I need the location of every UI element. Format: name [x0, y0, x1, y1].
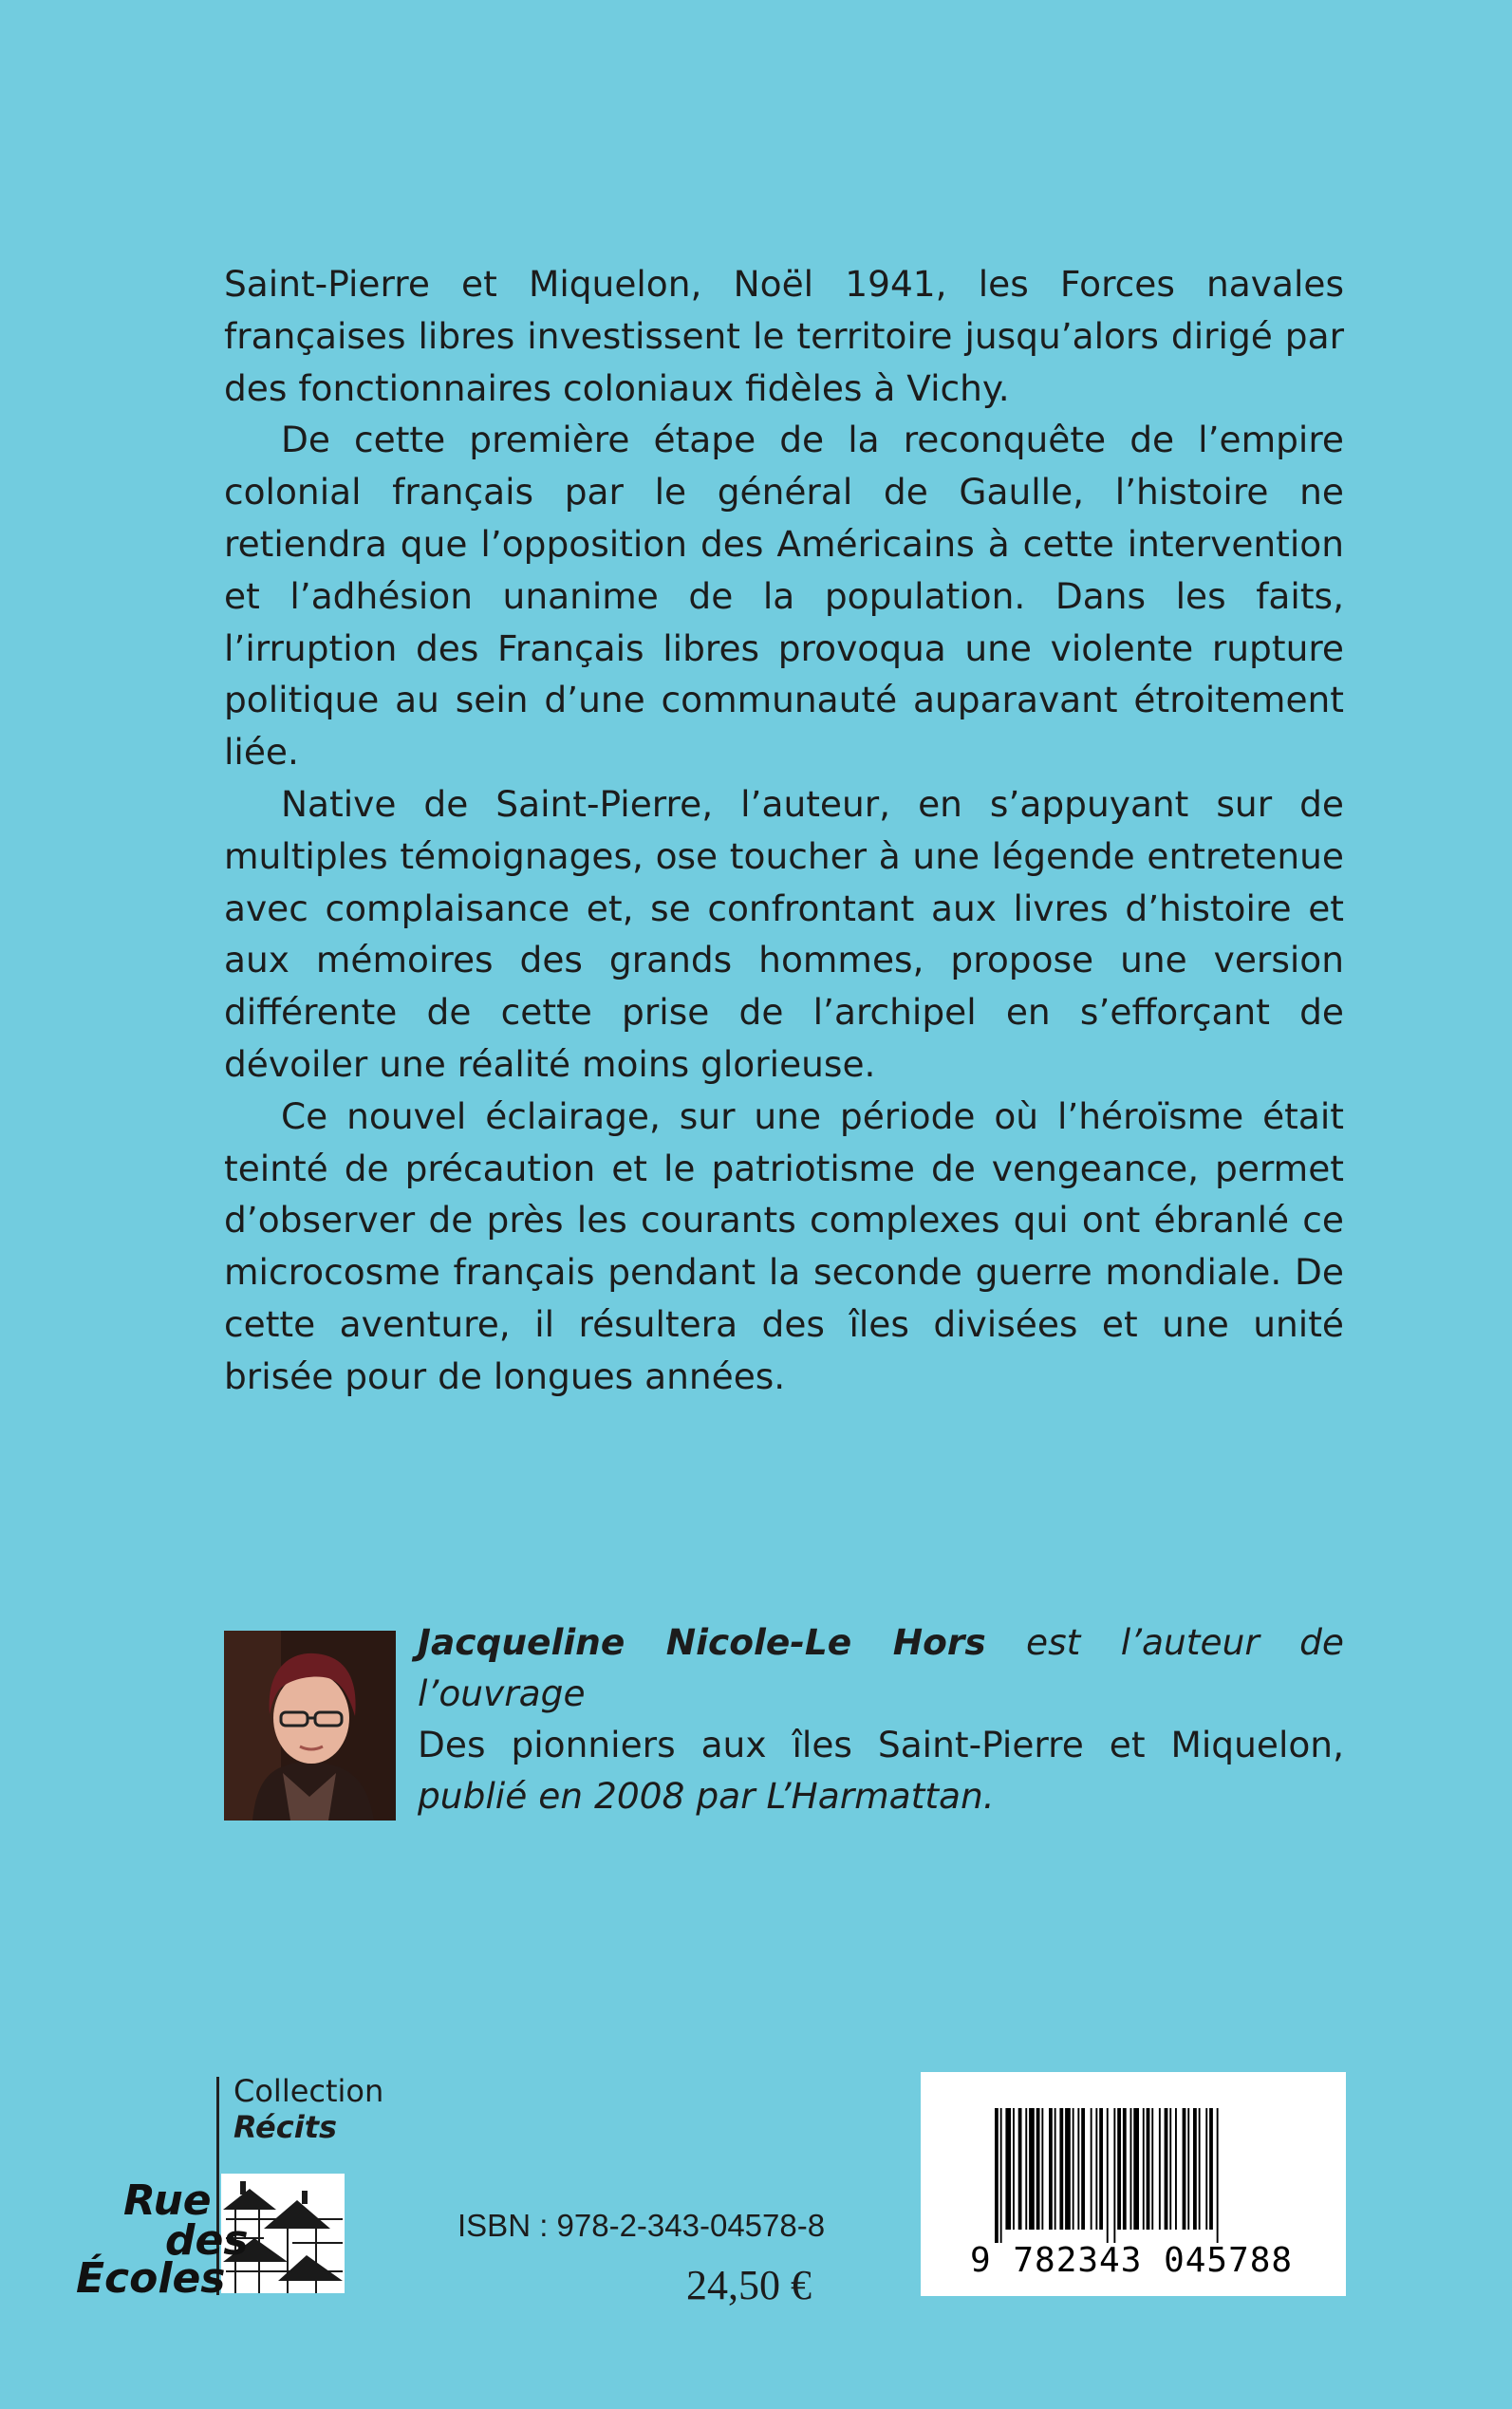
logo-word: Écoles: [76, 2254, 226, 2295]
isbn-number: ISBN : 978-2-343-04578-8: [457, 2208, 826, 2243]
barcode-bar: [1209, 2108, 1213, 2230]
barcode-bar: [1175, 2108, 1177, 2230]
author-name: Jacqueline Nicole-Le Hors: [418, 1621, 986, 1663]
barcode-bar: [1059, 2108, 1063, 2230]
collection-label: [233, 2073, 383, 2145]
barcode-digits: 9 782343 045788: [970, 2241, 1294, 2280]
author-photo: [224, 1631, 396, 1821]
barcode-bar: [1036, 2108, 1040, 2230]
blurb-paragraph: Native de Saint-Pierre, l’auteur, en s’appuyant sur de multiples témoignages, ose toucher à une légende entretenue avec complaisance et, se confrontant aux livres d’histoire et aux mémoires des grands hommes, propose une version différente de cette prise de l’archipel en s’efforçant de dévoiler une réalité moins glorieuse.: [224, 782, 1344, 1085]
barcode-bar: [1025, 2108, 1027, 2230]
barcode-bars: [995, 2108, 1279, 2243]
barcode-bar: [1099, 2108, 1103, 2230]
barcode-bar: [1029, 2108, 1035, 2230]
publication-info: publié en 2008 par L’Harmattan.: [418, 1775, 995, 1817]
barcode-bar: [1205, 2108, 1207, 2230]
barcode-bar: [1133, 2108, 1139, 2230]
barcode-bar: [1130, 2108, 1132, 2230]
blurb-paragraph: Saint-Pierre et Miquelon, Noël 1941, les Forces navales françaises libres investissent le territoire jusqu’alors dirigé par des fonctionnaires coloniaux fidèles à Vichy.: [224, 263, 1344, 409]
barcode-bar: [1117, 2108, 1121, 2230]
barcode-bar: [1183, 2108, 1186, 2230]
barcode-bar: [1159, 2108, 1161, 2230]
barcode-bar: [1041, 2108, 1043, 2230]
back-cover-blurb: [224, 258, 1344, 1403]
barcode-bar: [1055, 2108, 1056, 2230]
barcode-bar: [1169, 2108, 1171, 2230]
barcode-bar: [1165, 2108, 1168, 2230]
barcode-bar: [1147, 2108, 1150, 2230]
barcode-bar: [1107, 2108, 1109, 2243]
author-intro: est l’auteur de l’ouvrage: [418, 1621, 1344, 1714]
barcode-bar: [1187, 2108, 1189, 2230]
previous-book-title: Des pionniers aux îles Saint-Pierre et Miquelon,: [418, 1724, 1344, 1765]
blurb-paragraph: De cette première étape de la reconquête de l’empire colonial français par le général de Gaulle, l’histoire ne retiendra que l’opposition des Américains à cette intervention et l’adhésion unanime de la population. Dans les faits, l’irruption des Français libres provoqua une violente rupture politique au sein d’une communauté auparavant étroitement liée.: [224, 419, 1344, 774]
barcode-bar: [1077, 2108, 1079, 2230]
barcode-bar: [1199, 2108, 1201, 2230]
barcode-bar: [1000, 2108, 1002, 2243]
barcode-bar: [1081, 2108, 1085, 2230]
barcode-bar: [1091, 2108, 1092, 2230]
barcode-bar: [1073, 2108, 1074, 2230]
blurb-paragraph: Ce nouvel éclairage, sur une période où l’héroïsme était teinté de précaution et le patriotisme de vengeance, permet d’observer de près les courants complexes qui ont ébranlé ce microcosme français pendant la seconde guerre mondiale. De cette aventure, il résultera des îles divisées et une unité brisée pour de longues années.: [224, 1094, 1344, 1397]
barcode-bar: [1095, 2108, 1097, 2230]
barcode-bar: [1193, 2108, 1197, 2230]
collection-heading: Collection: [233, 2073, 384, 2109]
logo-word: Rue: [123, 2176, 212, 2225]
barcode-bar: [1217, 2108, 1219, 2243]
author-line: [418, 1616, 1344, 1719]
price: 24,50 €: [686, 2262, 812, 2308]
barcode-bar: [1151, 2108, 1153, 2230]
barcode-bar: [1018, 2108, 1022, 2230]
author-note: [418, 1616, 1344, 1821]
publisher-logo: [74, 2172, 349, 2295]
barcode-bar: [1143, 2108, 1145, 2230]
barcode-bar: [1049, 2108, 1053, 2230]
collection-name: Récits: [233, 2109, 338, 2145]
barcode-bar: [1065, 2108, 1071, 2230]
barcode-bar: [1005, 2108, 1011, 2230]
barcode-bar: [1013, 2108, 1015, 2230]
barcode-bar: [1113, 2108, 1115, 2243]
barcode-bar: [995, 2108, 999, 2243]
barcode-bar: [1123, 2108, 1127, 2230]
logo-word: des: [165, 2216, 249, 2265]
barcode: [921, 2072, 1346, 2296]
